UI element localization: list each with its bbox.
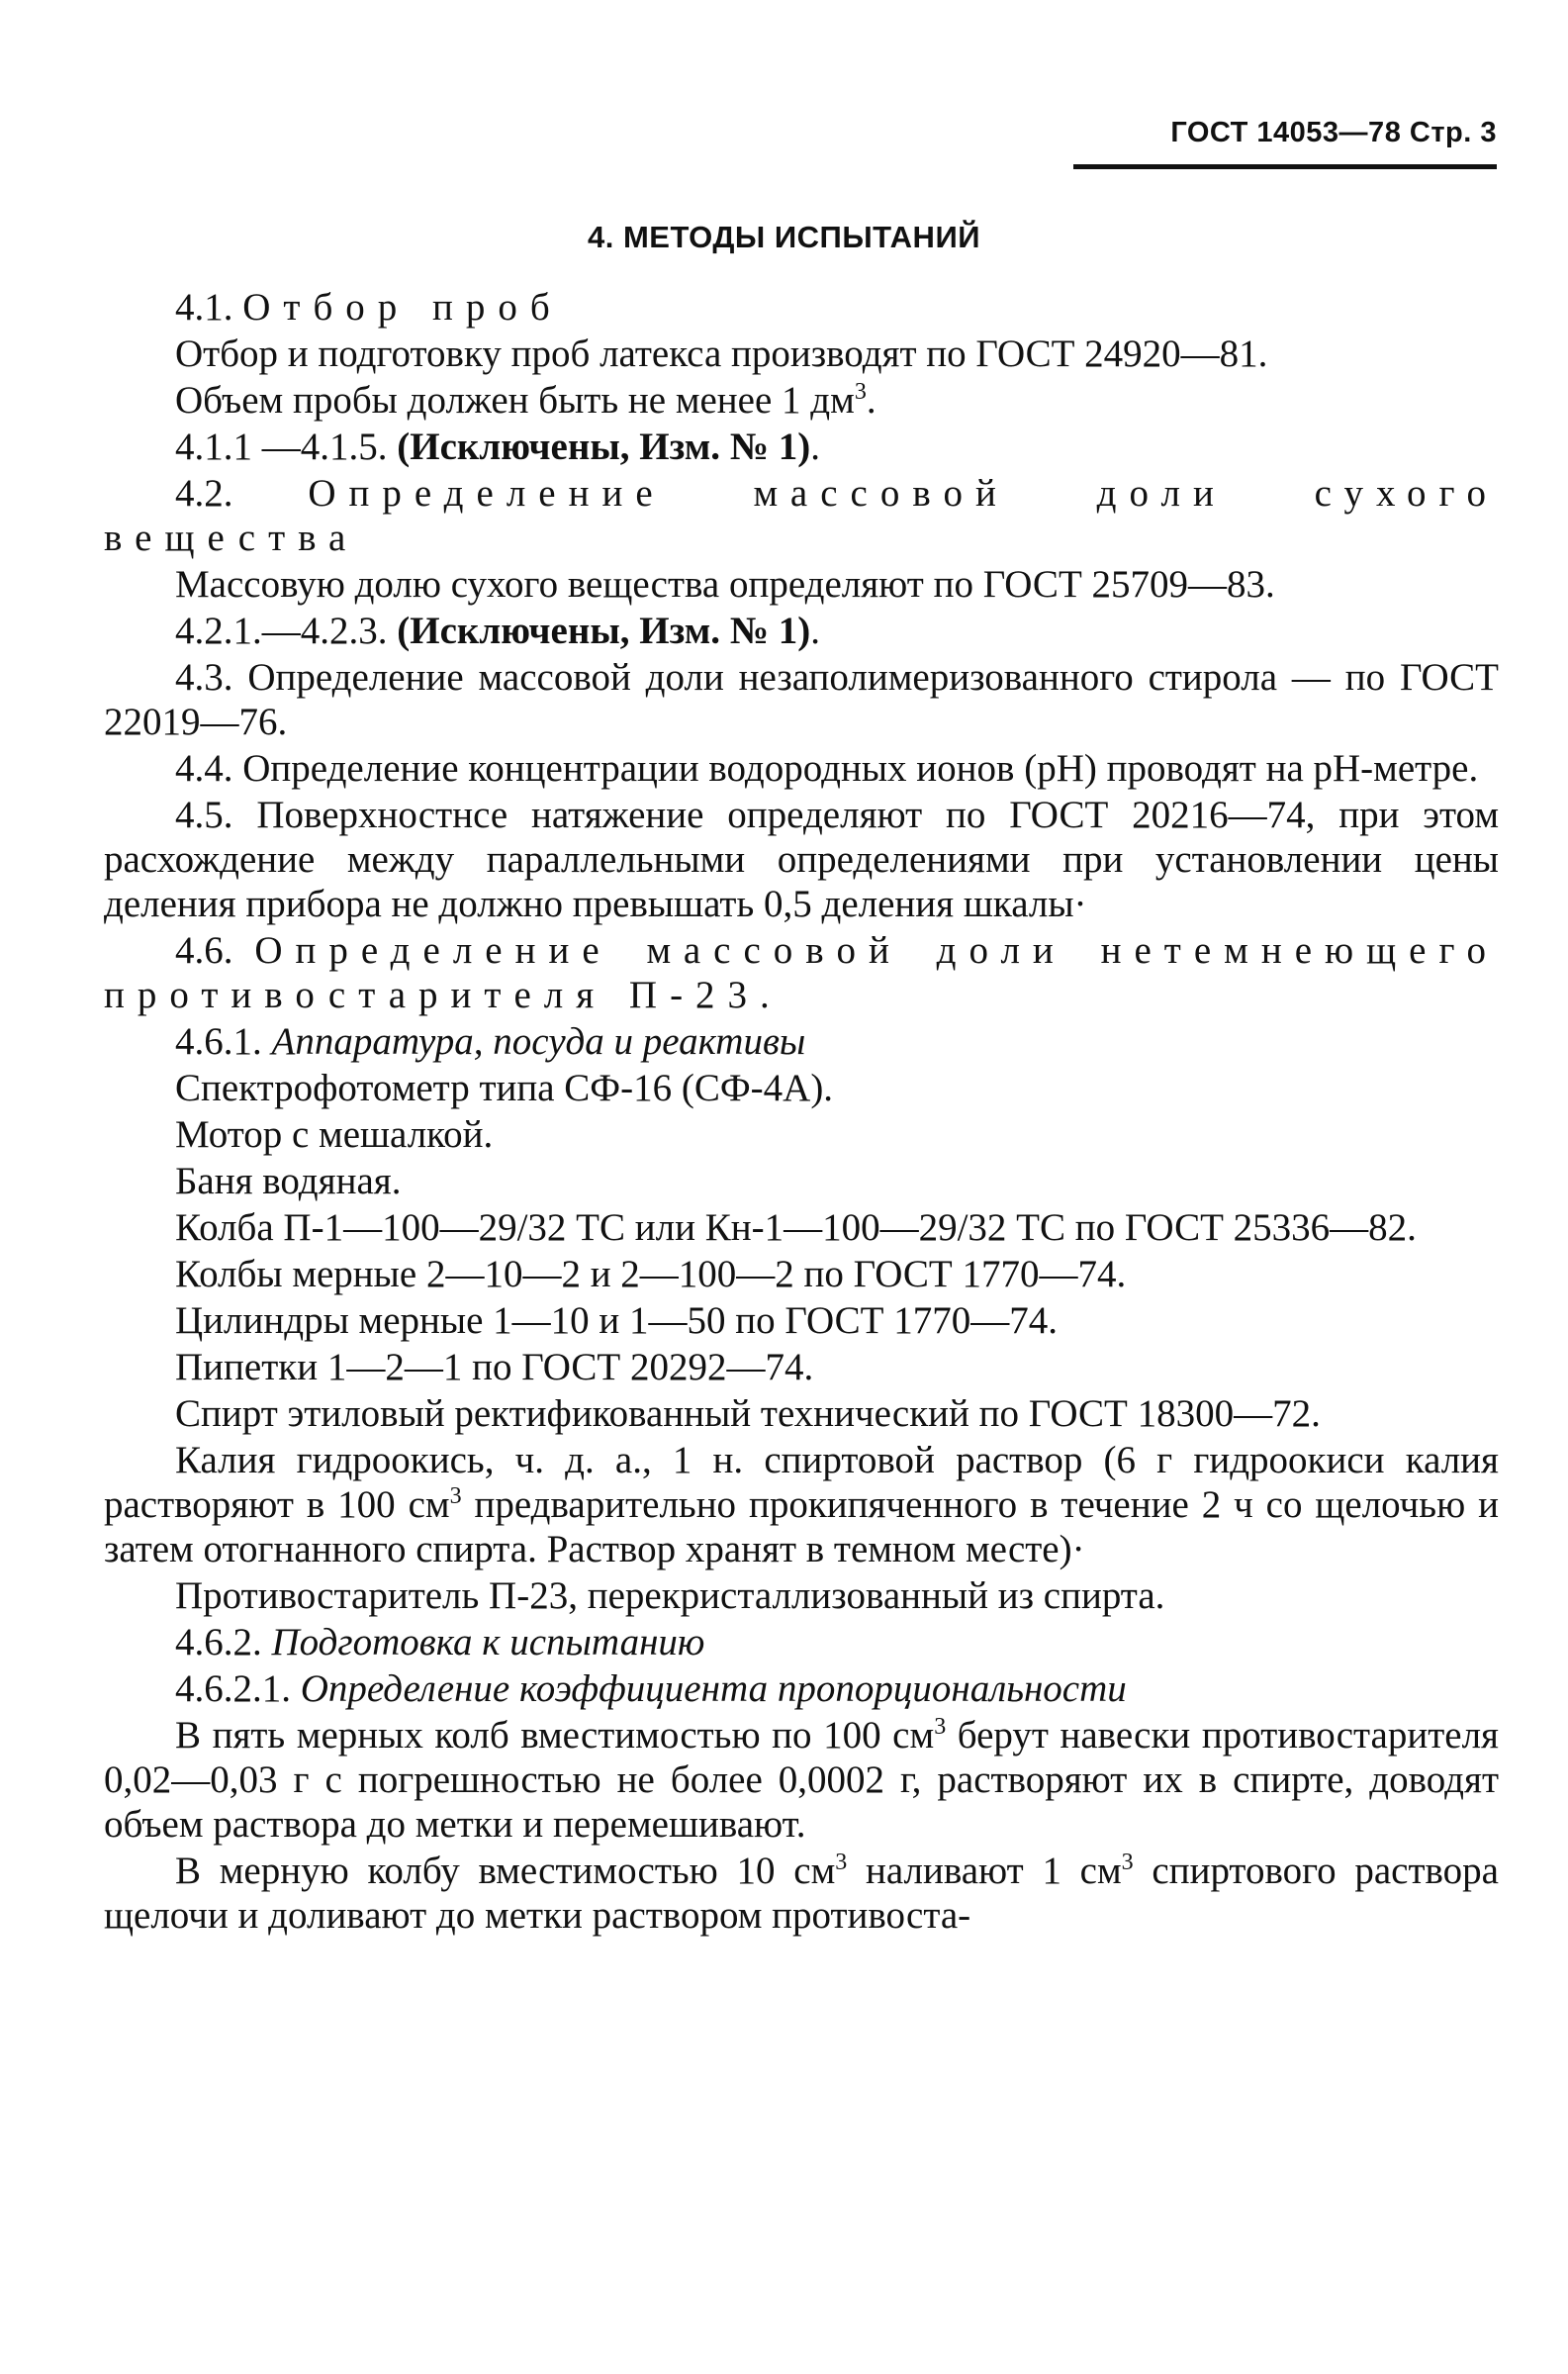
equipment-item: Противостаритель П-23, перекристаллизованный из спирта.	[175, 1574, 1165, 1617]
document-id: ГОСТ 14053—78	[1170, 117, 1402, 148]
clause-4-6-1-heading: 4.6.1. Аппаратура, посуда и реактивы	[175, 1020, 806, 1063]
clause-4-1-text: Отбор и подготовку проб латекса производят по ГОСТ 24920—81.	[175, 332, 1268, 375]
clause-4-3: 4.3. Определение массовой доли незаполимеризованного стирола — по ГОСТ 22019—76.	[104, 656, 1499, 743]
clause-title: Определение массовой доли сухого вещества	[104, 472, 1500, 559]
page-number: Стр. 3	[1409, 117, 1497, 148]
equipment-item: Колба П-1—100—29/32 ТС или Кн-1—100—29/32 ТС по ГОСТ 25336—82.	[175, 1206, 1417, 1249]
document-body	[104, 285, 1499, 1940]
equipment-item: Мотор с мешалкой.	[175, 1113, 494, 1156]
section-title: 4. МЕТОДЫ ИСПЫТАНИЙ	[588, 220, 980, 254]
clause-title: Определение массовой доли нетемнеющего противостарителя П-23.	[104, 929, 1500, 1016]
equipment-item: Спектрофотометр типа СФ-16 (СФ-4А).	[175, 1067, 834, 1109]
clause-4-6-2-heading: 4.6.2. Подготовка к испытанию	[175, 1621, 705, 1663]
clause-4-6-2-1-paragraph-1: В пять мерных колб вместимостью по 100 $см^3$ берут навески противостарителя 0,02—0,03 г с погрешностью не более 0,0002 г, растворяют их в спирте, доводят объем раствора до метки и перемешивают.	[104, 1714, 1499, 1846]
clause-title: Подготовка к испытанию	[271, 1621, 705, 1663]
equipment-item-koh: Калия гидроокись, ч. д. а., 1 н. спиртовой раствор (6 г гидроокиси калия растворяют в 100 $см^3$ предварительно прокипяченного в течение 2 ч со щелочью и затем отогнанного спирта. Раствор хранят в темном месте)·	[104, 1439, 1499, 1570]
equipment-item: Спирт этиловый ректификованный технический по ГОСТ 18300—72.	[175, 1392, 1321, 1435]
clause-4-6-2-1-heading: 4.6.2.1. Определение коэффициента пропорциональности	[175, 1667, 1127, 1710]
page-header	[1073, 117, 1497, 149]
equipment-item: Цилиндры мерные 1—10 и 1—50 по ГОСТ 1770—74.	[175, 1299, 1058, 1342]
clause-title: Аппаратура, посуда и реактивы	[271, 1020, 806, 1063]
clause-4-1-1-excluded: 4.1.1 —4.1.5. (Исключены, Изм. № 1).	[175, 426, 820, 468]
clause-4-5: 4.5. Поверхностнсе натяжение определяют по ГОСТ 20216—74, при этом расхождение между параллельными определениями при установлении цены деления прибора не должно превышать 0,5 деления шкалы·	[104, 794, 1499, 925]
clause-4-6-heading: 4.6. Определение массовой доли нетемнеющего противостарителя П-23.	[104, 929, 1500, 1016]
header-rule	[1073, 164, 1497, 169]
clause-title: Определение коэффициента пропорциональности	[300, 1667, 1127, 1710]
equipment-item: Колбы мерные 2—10—2 и 2—100—2 по ГОСТ 1770—74.	[175, 1253, 1127, 1295]
equipment-item: Пипетки 1—2—1 по ГОСТ 20292—74.	[175, 1346, 814, 1388]
clause-4-4: 4.4. Определение концентрации водородных ионов (рН) проводят на рН-метре.	[175, 747, 1479, 790]
clause-4-2-1-excluded: 4.2.1.—4.2.3. (Исключены, Изм. № 1).	[175, 610, 820, 652]
clause-4-6-2-1-paragraph-2: В мерную колбу вместимостью 10 $см^3$ наливают 1 $см^3$ спиртового раствора щелочи и доливают до метки раствором противоста-	[104, 1850, 1499, 1937]
clause-title: Отбор проб	[242, 286, 563, 329]
clause-4-2-heading: 4.2. Определение массовой доли сухого вещества	[104, 472, 1500, 559]
clause-4-1-volume: Объем пробы должен быть не менее 1 $дм^3$.	[175, 379, 876, 422]
clause-4-1-heading: 4.1. Отбор проб	[175, 286, 563, 329]
clause-4-2-text: Массовую долю сухого вещества определяют по ГОСТ 25709—83.	[175, 563, 1275, 606]
equipment-item: Баня водяная.	[175, 1160, 402, 1202]
